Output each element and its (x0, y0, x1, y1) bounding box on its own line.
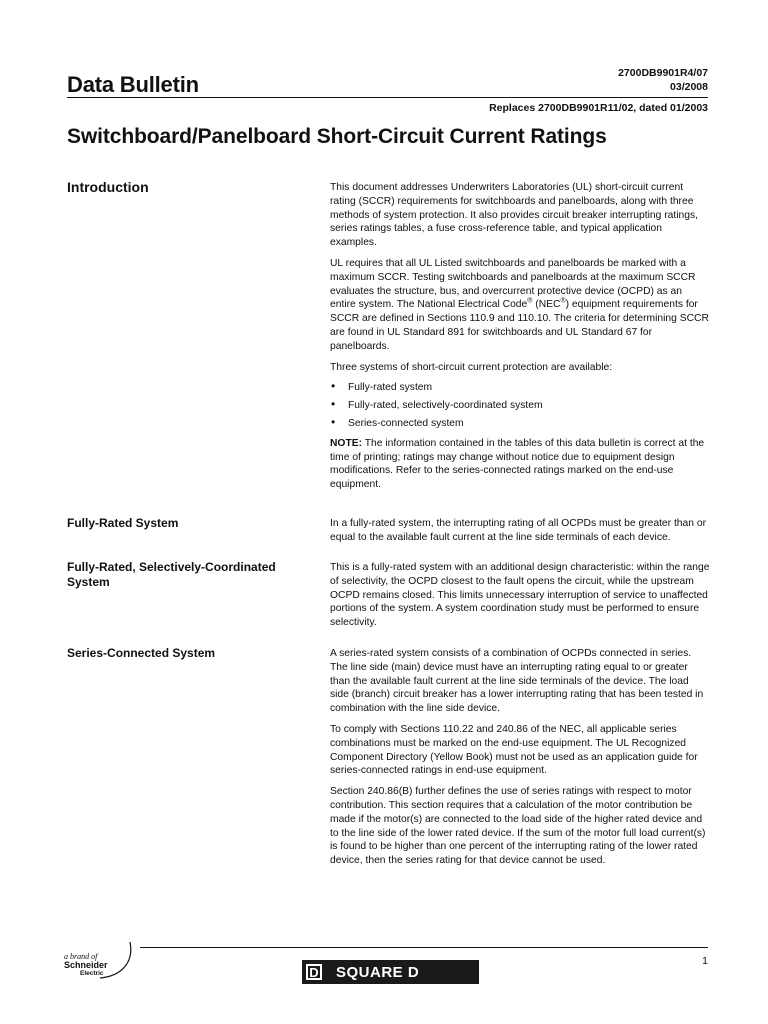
registered-mark: ® (527, 297, 533, 305)
header-rule (67, 97, 708, 98)
list-item: • Fully-rated, selectively-coordinated system (331, 397, 543, 412)
series-paragraph-1: A series-rated system consists of a combination of OCPDs connected in series. The line side (main) device must have an interrupting rating equal to or greater than the available fault current at the line side terminals of the device. The load side (branch) circuit breaker has a lower interrupting rating that has been tested in combination with the line side device. (330, 648, 704, 715)
heading-introduction: Introduction (67, 179, 149, 195)
introduction-body (330, 181, 710, 499)
fully-rated-paragraph: In a fully-rated system, the interrupting rating of all OCPDs must be greater than or equal to the available fault current at the line side terminals of each device. (330, 518, 707, 543)
page-number: 1 (702, 955, 708, 967)
series-paragraph-3: Section 240.86(B) further defines the use of series ratings with respect to motor contribution. This section requires that a calculation of the motor contribution be made if the motor(s) are connected to the load side of the higher rated device and to the line side of the lower rated device. If the sum of the motor full load current(s) is found to be higher than one percent of the interrupting rating of the lower rated device, then the series rating for that device cannot be used. (330, 786, 706, 867)
series-paragraph-2: To comply with Sections 110.22 and 240.86 of the NEC, all applicable series combinations must be marked on the end-use equipment. The UL Recognized Component Directory (Yellow Book) must not be used as an application guide for series-connected ratings in end-use equipment. (330, 723, 698, 777)
series-body (330, 647, 710, 875)
heading-fully-rated: Fully-Rated System (67, 516, 179, 530)
bullet-icon: • (331, 397, 336, 412)
protection-systems-list (330, 381, 710, 430)
square-d-mark-icon: D (306, 964, 322, 980)
heading-series-connected: Series-Connected System (67, 646, 216, 660)
doc-date: 03/2008 (670, 81, 708, 93)
note-paragraph: NOTE: The information contained in the tables of this data bulletin is correct at the time of printing; ratings may change without notice due to equipment design modifications. Refer to the series-connected ratings marked on the end-use equipment. (330, 437, 705, 491)
intro-paragraph-2: UL requires that all UL Listed switchboards and panelboards be marked with a maximum SCCR. Testing switchboards and panelboards at the maximum SCCR evaluates the structure, bus, and overcurrent protective device (OCPD) as an entire system. The National Electrical Code® (NEC®) equipment requirements for SCCR are defined in Sections 110.9 and 110.10. The criteria for determining SCCR are found in UL Standard 891 for switchboards and UL Standard 67 for panelboards. (330, 257, 709, 352)
list-item: • Fully-rated system (331, 379, 433, 394)
heading-selectively-coordinated: Fully-Rated, Selectively-Coordinated System (67, 560, 276, 589)
page-title: Switchboard/Panelboard Short-Circuit Current Ratings (67, 125, 607, 148)
square-d-logo (302, 960, 479, 984)
doc-number: 2700DB9901R4/07 (618, 67, 708, 79)
selective-paragraph: This is a fully-rated system with an additional design characteristic: within the range of selectivity, the OCPD closest to the fault opens the circuit, while the upstream OCPD remains closed. This limits unnecessary interruption of service to unaffected portions of the system. A system coordination study must be performed to ensure selectivity. (330, 562, 710, 629)
bullet-icon: • (331, 414, 336, 429)
fully-rated-body (330, 517, 710, 552)
footer-rule (140, 947, 708, 948)
bullet-icon: • (331, 379, 336, 394)
header-title: Data Bulletin (67, 72, 199, 97)
selective-body (330, 561, 710, 637)
replaces-note: Replaces 2700DB9901R11/02, dated 01/2003 (489, 102, 708, 114)
intro-paragraph-1: This document addresses Underwriters Laboratories (UL) short-circuit current rating (SCCR) requirements for switchboards and panelboards, along with three methods of system protection. It also provides circuit breaker interrupting ratings, series ratings tables, a fuse cross-reference table, and typical application examples. (330, 182, 698, 249)
registered-mark: ® (560, 297, 566, 305)
logo-text: SQUARE D (336, 963, 420, 981)
list-item: • Series-connected system (331, 414, 464, 429)
schneider-brand: a brand of Schneider Electric (60, 940, 140, 980)
intro-paragraph-3: Three systems of short-circuit current protection are available: (330, 361, 613, 373)
note-label: NOTE: (330, 437, 363, 449)
